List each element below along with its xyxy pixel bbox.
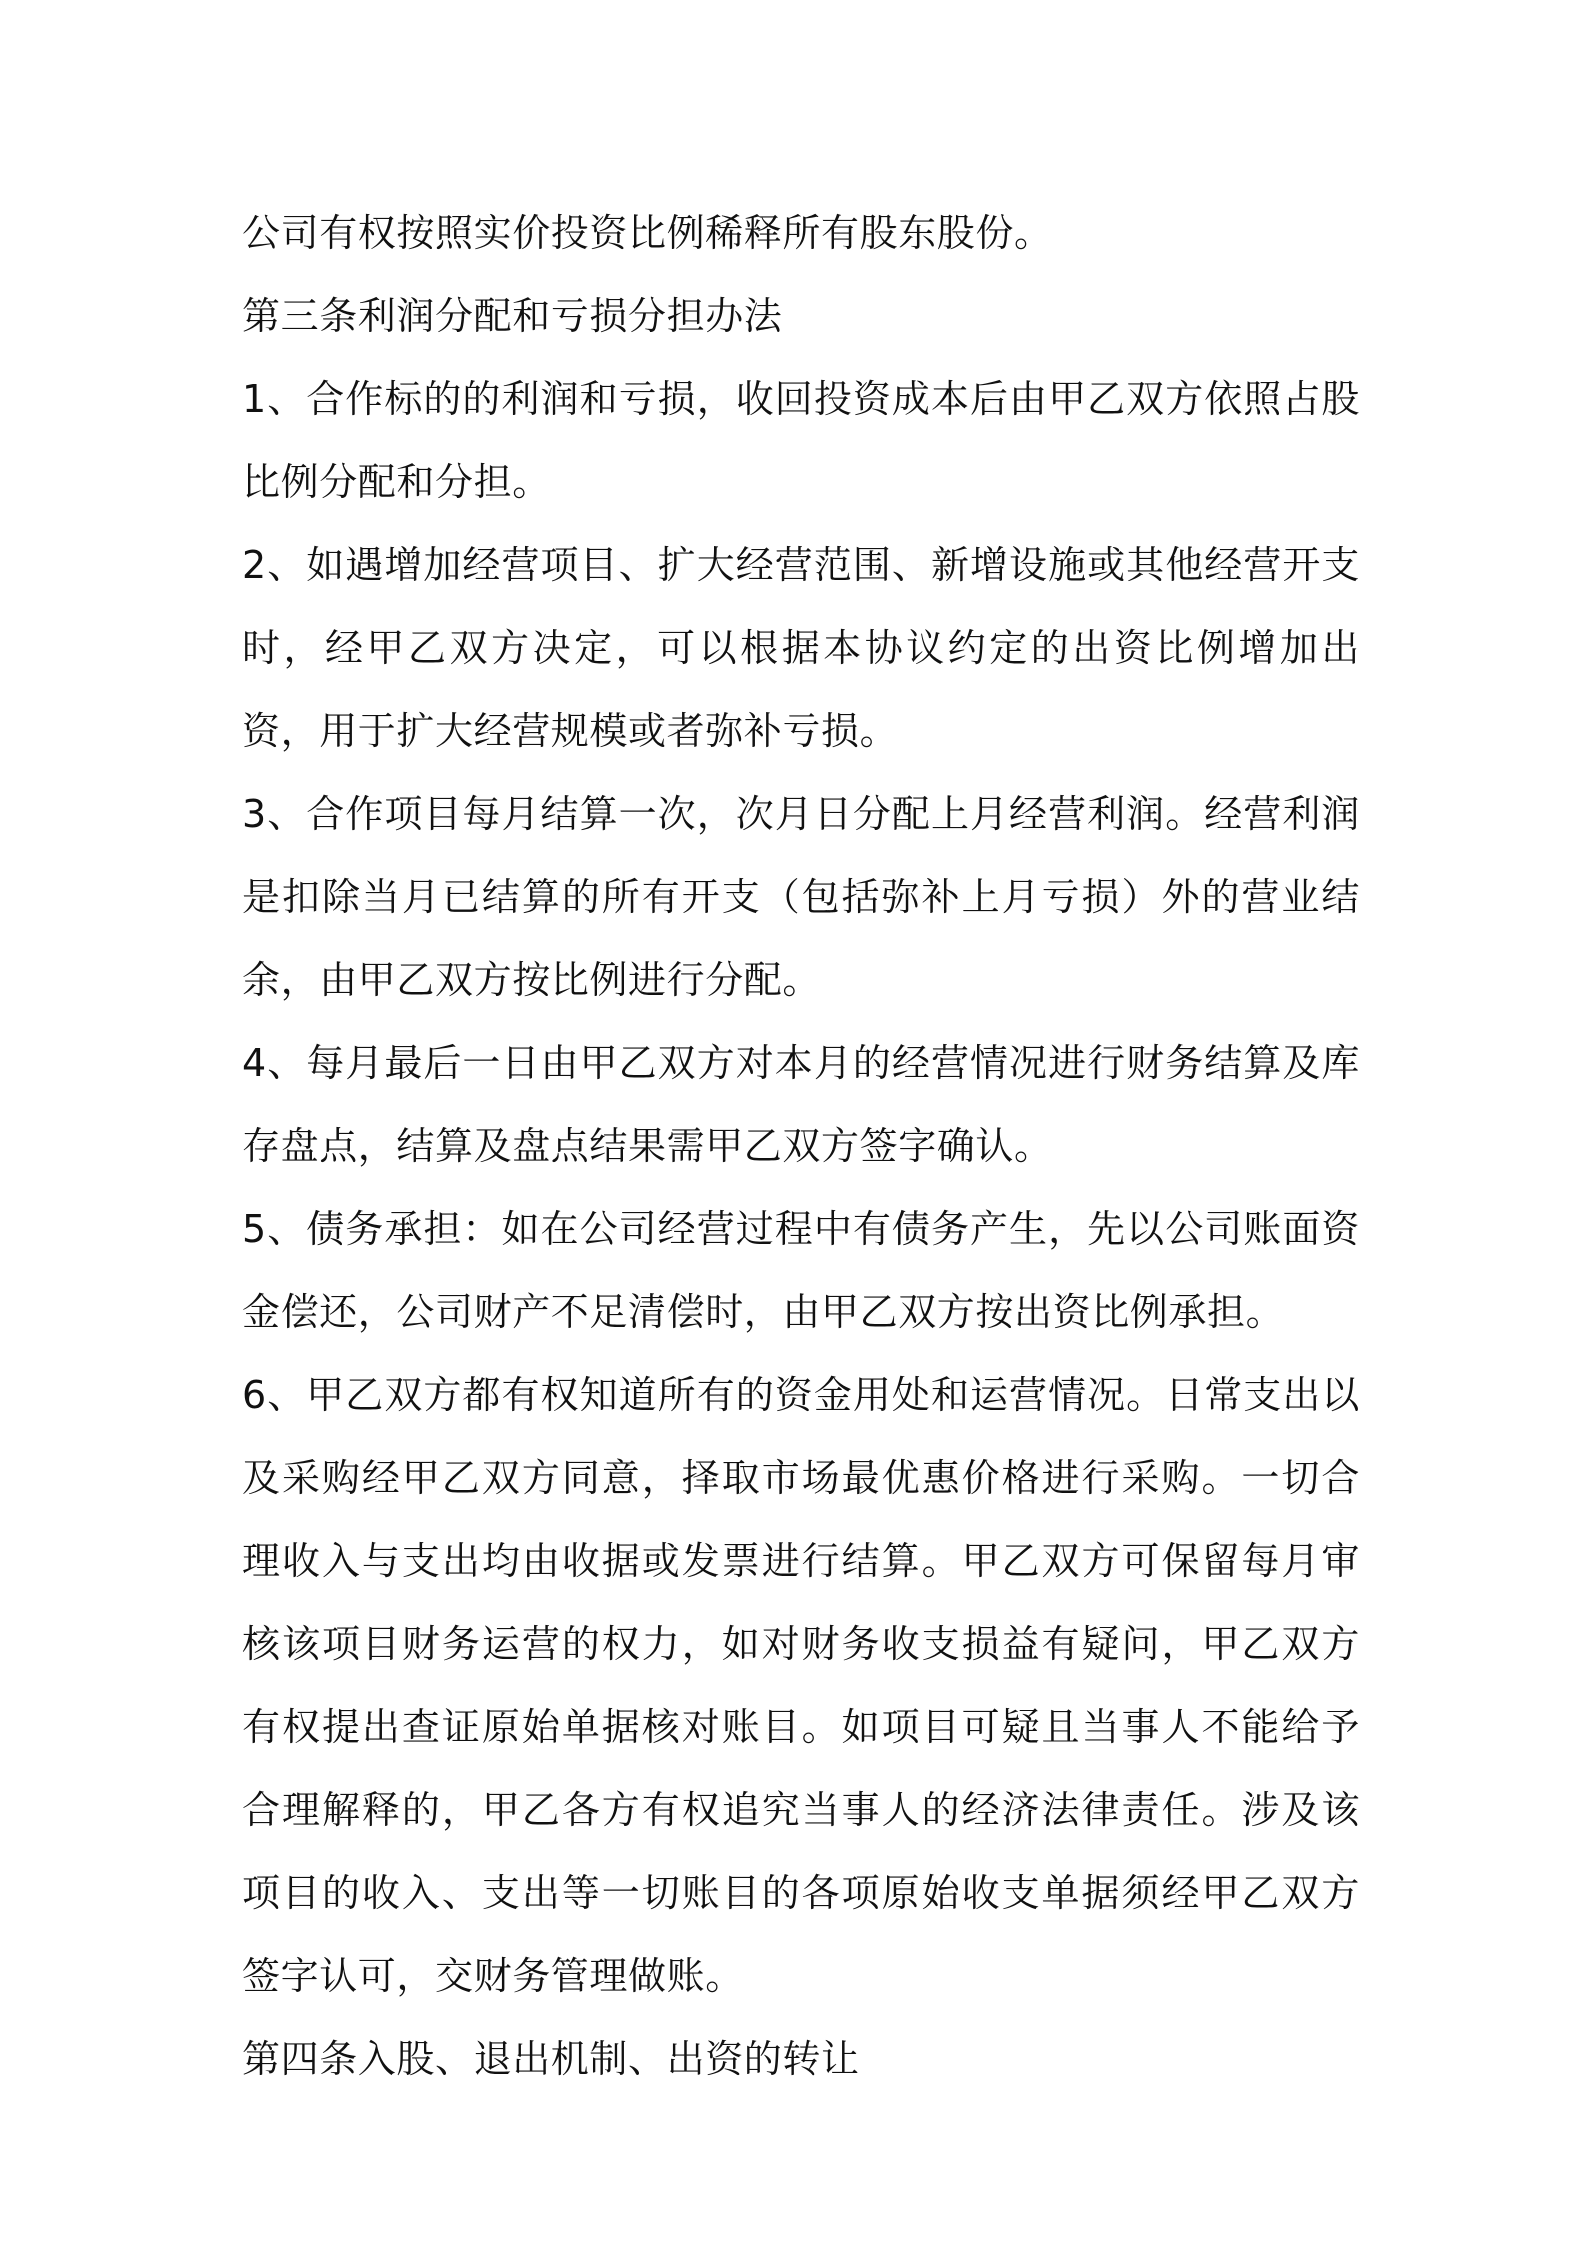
clause-2-additional-investment: 2、如遇增加经营项目、扩大经营范围、新增设施或其他经营开支时，经甲乙双方决定，可以根据本协议约定的出资比例增加出资，用于扩大经营规模或者弥补亏损。 — [242, 543, 1360, 753]
paragraph-dilution-clause: 公司有权按照实价投资比例稀释所有股东股份。 — [242, 211, 1053, 255]
section-heading-article-4: 第四条入股、退出机制、出资的转让 — [242, 2037, 860, 2081]
clause-3-monthly-settlement: 3、合作项目每月结算一次，次月日分配上月经营利润。经营利润是扣除当月已结算的所有开支（包括弥补上月亏损）外的营业结余，由甲乙双方按比例进行分配。 — [242, 792, 1360, 1002]
clause-1-profit-loss: 1、合作标的的利润和亏损，收回投资成本后由甲乙双方依照占股比例分配和分担。 — [242, 377, 1360, 504]
clause-6-financial-rights: 6、甲乙双方都有权知道所有的资金用处和运营情况。日常支出以及采购经甲乙双方同意，择取市场最优惠价格进行采购。一切合理收入与支出均由收据或发票进行结算。甲乙双方可保留每月审核该项目财务运营的权力，如对财务收支损益有疑问，甲乙双方有权提出查证原始单据核对账目。如项目可疑且当事人不能给予合理解释的，甲乙各方有权追究当事人的经济法律责任。涉及该项目的收入、支出等一切账目的各项原始收支单据须经甲乙双方签字认可，交财务管理做账。 — [242, 1373, 1360, 1998]
section-heading-article-3: 第三条利润分配和亏损分担办法 — [242, 294, 783, 338]
clause-5-debt-bearing: 5、债务承担：如在公司经营过程中有债务产生，先以公司账面资金偿还，公司财产不足清偿时，由甲乙双方按出资比例承担。 — [242, 1207, 1360, 1334]
clause-4-month-end-accounting: 4、每月最后一日由甲乙双方对本月的经营情况进行财务结算及库存盘点，结算及盘点结果需甲乙双方签字确认。 — [242, 1041, 1360, 1168]
document-body — [242, 192, 1360, 2101]
